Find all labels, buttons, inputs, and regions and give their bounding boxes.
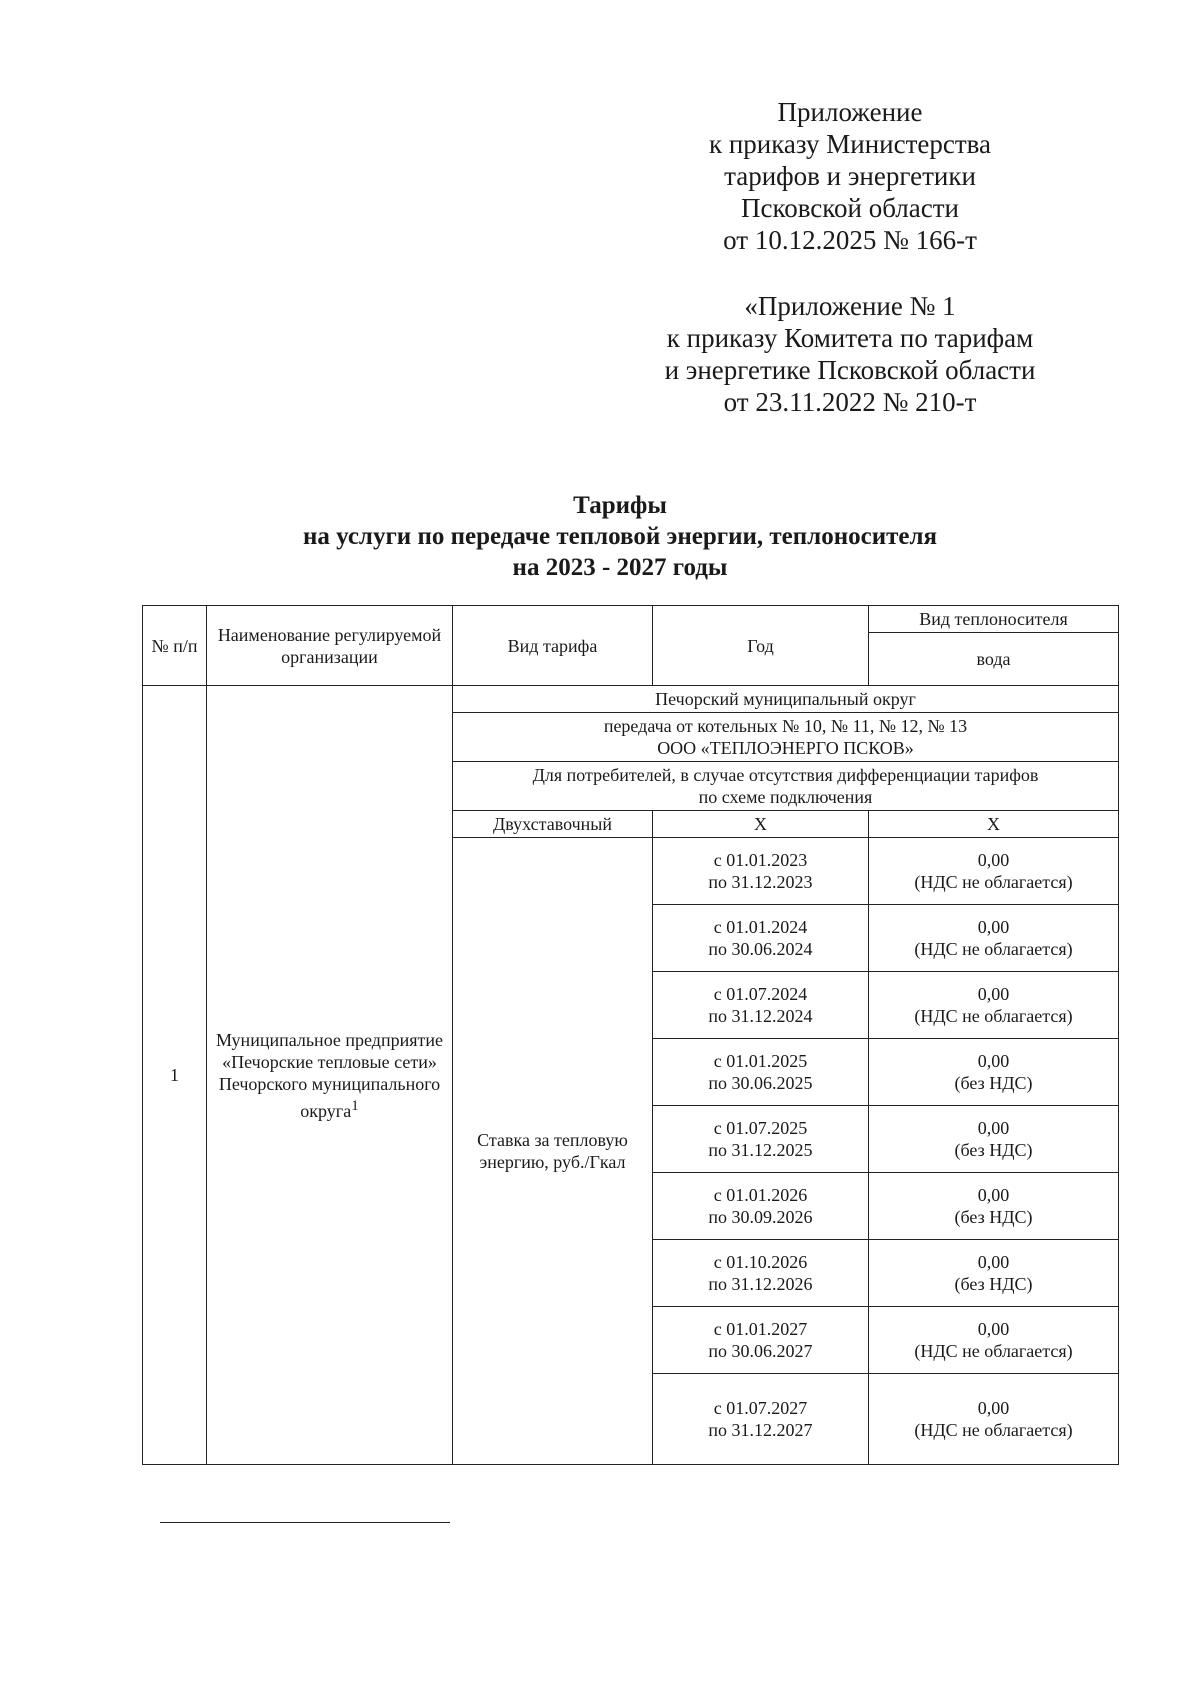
two-part-value: Х [869, 811, 1119, 838]
footnote-mark: 1 [351, 1097, 359, 1114]
header-carrier-group: Вид теплоносителя [869, 606, 1119, 633]
title-line: Тарифы [573, 492, 667, 519]
period-from: с 01.01.2025 [713, 1051, 808, 1071]
vat-note: (без НДС) [954, 1073, 1033, 1093]
title-line: на услуги по передаче тепловой энергии, теплоносителя [302, 523, 938, 550]
tariff-value: 0,00 [977, 1051, 1010, 1071]
period-to: по 31.12.2026 [708, 1274, 813, 1294]
vat-note: (без НДС) [954, 1140, 1033, 1160]
tariffs-table [142, 605, 1119, 1465]
header-num: № п/п [143, 606, 207, 686]
tariff-value: 0,00 [977, 984, 1010, 1004]
vat-note: (НДС не облагается) [914, 939, 1073, 959]
period-from: с 01.01.2024 [713, 917, 808, 937]
transfer-cell [453, 713, 1119, 762]
period-from: с 01.07.2027 [713, 1398, 808, 1418]
period-to: по 31.12.2023 [708, 872, 813, 892]
tariff-value: 0,00 [977, 1252, 1010, 1272]
appendix-header-line: Псковской области [740, 193, 959, 223]
appendix-header-line: тарифов и энергетики [724, 161, 976, 191]
period-from: с 01.01.2026 [713, 1185, 808, 1205]
appendix-header-line: от 10.12.2025 № 166-т [723, 225, 977, 255]
vat-note: (НДС не облагается) [914, 1341, 1073, 1361]
value-cell [869, 1307, 1119, 1374]
vat-note: (НДС не облагается) [914, 1420, 1073, 1440]
value-cell [869, 905, 1119, 972]
appendix-header-2-line: от 23.11.2022 № 210-т [723, 387, 977, 417]
period-to: по 30.06.2025 [708, 1073, 813, 1093]
header-org: Наименование регулируемой организации [207, 606, 453, 686]
value-cell [869, 1374, 1119, 1465]
period-to: по 30.06.2024 [708, 939, 813, 959]
appendix-header-line: Приложение [777, 97, 923, 127]
appendix-header-line: к приказу Министерства [708, 129, 992, 159]
appendix-header-2-line: к приказу Комитета по тарифам [666, 323, 1034, 353]
footnote-divider [160, 1522, 450, 1523]
district-cell: Печорский муниципальный округ [453, 686, 1119, 713]
appendix-header-2-line: «Приложение № 1 [744, 291, 956, 321]
value-cell [869, 1173, 1119, 1240]
tariff-value: 0,00 [977, 1319, 1010, 1339]
period-from: с 01.01.2023 [713, 850, 808, 870]
period-cell [653, 838, 869, 905]
table-row [143, 686, 1119, 713]
period-cell [653, 1106, 869, 1173]
two-part-year: Х [653, 811, 869, 838]
period-cell [653, 1307, 869, 1374]
tariff-value: 0,00 [977, 1118, 1010, 1138]
organization-cell [207, 686, 453, 1465]
consumers-line: Для потребителей, в случае отсутствия дифференциации тарифов [532, 765, 1039, 785]
period-from: с 01.10.2026 [713, 1252, 808, 1272]
period-cell [653, 1240, 869, 1307]
value-cell [869, 972, 1119, 1039]
header-year: Год [653, 606, 869, 686]
period-from: с 01.07.2025 [713, 1118, 808, 1138]
rate-label-cell: Ставка за тепловую энергию, руб./Гкал [453, 838, 653, 1465]
header-carrier: вода [869, 633, 1119, 686]
table-header-row [143, 606, 1119, 633]
value-cell [869, 1240, 1119, 1307]
title-line: на 2023 - 2027 годы [512, 554, 728, 581]
appendix-header-2-line: и энергетике Псковской области [664, 355, 1036, 385]
value-cell [869, 1039, 1119, 1106]
tariff-value: 0,00 [977, 1185, 1010, 1205]
period-to: по 31.12.2025 [708, 1140, 813, 1160]
document-title [180, 490, 1060, 583]
period-cell [653, 972, 869, 1039]
appendix-header-2 [620, 290, 1080, 418]
period-cell [653, 1173, 869, 1240]
organization-name: Муниципальное предприятие «Печорские тепловые сети» Печорского муниципального округа [216, 1029, 443, 1121]
vat-note: (без НДС) [954, 1207, 1033, 1227]
two-part-label: Двухставочный [453, 811, 653, 838]
value-cell [869, 838, 1119, 905]
period-cell [653, 1039, 869, 1106]
period-to: по 31.12.2024 [708, 1006, 813, 1026]
period-cell [653, 905, 869, 972]
tariff-value: 0,00 [977, 850, 1010, 870]
value-cell [869, 1106, 1119, 1173]
header-tariff-type: Вид тарифа [453, 606, 653, 686]
period-to: по 30.06.2027 [708, 1341, 813, 1361]
consumers-cell [453, 762, 1119, 811]
consumers-line: по схеме подключения [698, 787, 873, 807]
vat-note: (НДС не облагается) [914, 872, 1073, 892]
period-to: по 30.09.2026 [708, 1207, 813, 1227]
period-to: по 31.12.2027 [708, 1420, 813, 1440]
transfer-line: передача от котельных № 10, № 11, № 12, № 13 [603, 716, 968, 736]
period-from: с 01.07.2024 [713, 984, 808, 1004]
tariff-value: 0,00 [977, 917, 1010, 937]
appendix-header [640, 96, 1060, 256]
period-from: с 01.01.2027 [713, 1319, 808, 1339]
transfer-line: ООО «ТЕПЛОЭНЕРГО ПСКОВ» [657, 738, 914, 758]
tariff-value: 0,00 [977, 1398, 1010, 1418]
period-cell [653, 1374, 869, 1465]
vat-note: (НДС не облагается) [914, 1006, 1073, 1026]
row-number: 1 [143, 686, 207, 1465]
vat-note: (без НДС) [954, 1274, 1033, 1294]
